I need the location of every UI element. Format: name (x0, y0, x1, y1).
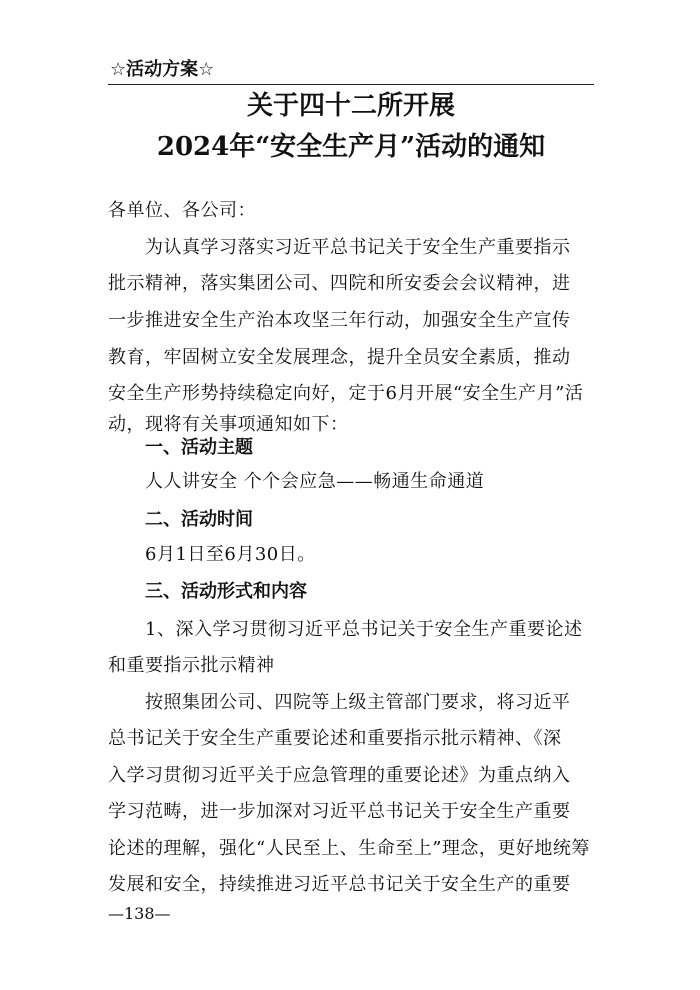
salutation: 各单位、各公司： (108, 200, 256, 221)
time-text: 6月1日至6月30日。 (145, 544, 316, 565)
paragraph-line: 安全生产形势持续稳定向好，定于6月开展“安全生产月”活 (108, 383, 584, 404)
document-title-line-2: 2024年“安全生产月”活动的通知 (156, 132, 546, 162)
paragraph-line: 按照集团公司、四院等上级主管部门要求，将习近平 (145, 692, 571, 713)
paragraph-line: 动，现将有关事项通知如下： (108, 414, 349, 435)
section-heading-form: 三、活动形式和内容 (145, 581, 307, 602)
document-title-line-1: 关于四十二所开展 (246, 91, 455, 121)
item-title-line: 1、深入学习贯彻习近平总书记关于安全生产重要论述 (145, 619, 583, 640)
paragraph-line: 论述的理解，强化“人民至上、生命至上”理念，更好地统筹 (108, 838, 590, 859)
section-label: ☆活动方案☆ (110, 59, 215, 80)
paragraph-line: 一步推进安全生产治本攻坚三年行动，加强安全生产宣传 (108, 310, 571, 331)
paragraph-line: 批示精神，落实集团公司、四院和所安委会会议精神，进 (108, 273, 571, 294)
paragraph-line: 入学习贯彻习近平关于应急管理的重要论述》为重点纳入 (108, 765, 571, 786)
page-number: —138— (108, 904, 171, 923)
paragraph-line: 教育，牢固树立安全发展理念，提升全员安全素质，推动 (108, 347, 571, 368)
item-title-line: 和重要指示批示精神 (108, 655, 275, 676)
paragraph-line: 发展和安全，持续推进习近平总书记关于安全生产的重要 (108, 874, 571, 895)
section-heading-time: 二、活动时间 (145, 509, 253, 530)
paragraph-line: 学习范畴，进一步加深对习近平总书记关于安全生产重要 (108, 801, 571, 822)
paragraph-line: 为认真学习落实习近平总书记关于安全生产重要指示 (145, 237, 571, 258)
paragraph-line: 总书记关于安全生产重要论述和重要指示批示精神、《深 (108, 728, 562, 749)
section-heading-theme: 一、活动主题 (145, 437, 253, 458)
header-divider (108, 84, 594, 85)
theme-text: 人人讲安全 个个会应急——畅通生命通道 (145, 471, 485, 492)
